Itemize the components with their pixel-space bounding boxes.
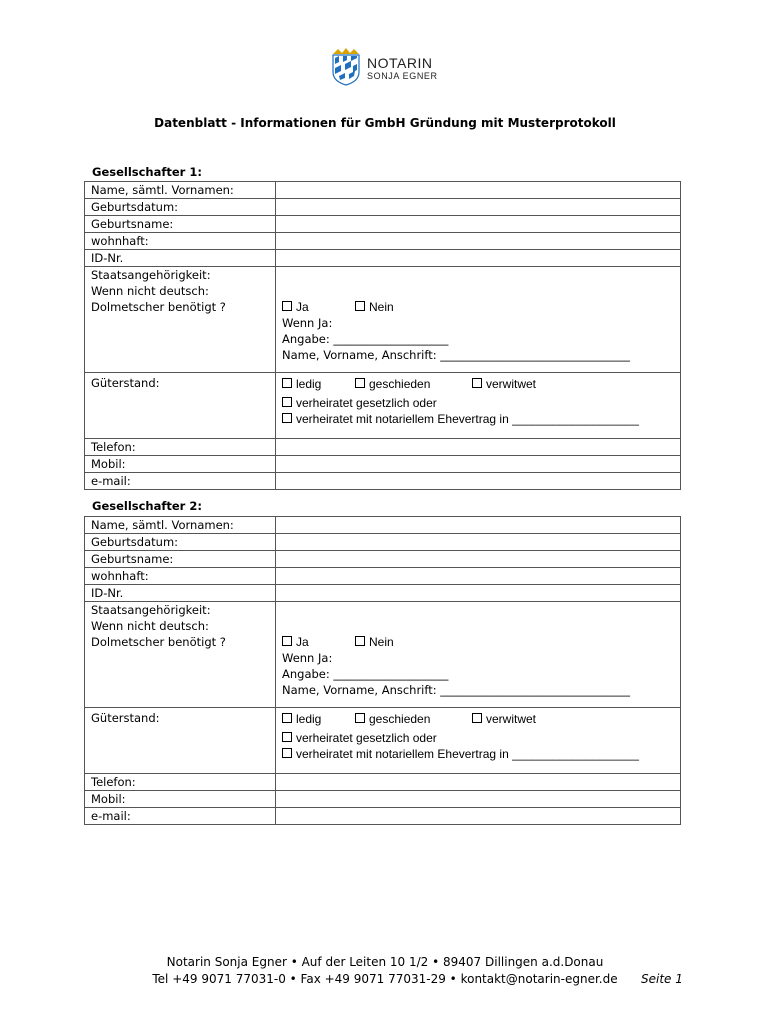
not-german-label: Wenn nicht deutsch: bbox=[91, 619, 209, 633]
residence-field[interactable] bbox=[276, 568, 681, 585]
checkbox-icon[interactable] bbox=[282, 301, 292, 311]
birthdate-field[interactable] bbox=[276, 199, 681, 216]
logo-subname: SONJA EGNER bbox=[367, 71, 438, 81]
table-row bbox=[85, 216, 681, 233]
table-row bbox=[85, 517, 681, 534]
row-label-property-regime: Güterstand: bbox=[85, 373, 276, 439]
interpreter-no-option[interactable]: Nein bbox=[355, 300, 394, 314]
checkbox-icon[interactable] bbox=[282, 397, 292, 407]
table-row bbox=[85, 708, 681, 774]
table-row bbox=[85, 182, 681, 199]
row-label-mobile: Mobil: bbox=[85, 791, 276, 808]
id-field[interactable] bbox=[276, 585, 681, 602]
checkbox-icon[interactable] bbox=[472, 378, 482, 388]
interpreter-field bbox=[276, 602, 681, 708]
married-contract-option[interactable]: verheiratet mit notariellem Ehevertrag in ___________________ bbox=[282, 411, 674, 427]
interpreter-yes-option[interactable]: Ja bbox=[282, 634, 355, 650]
email-field[interactable] bbox=[276, 808, 681, 825]
checkbox-icon[interactable] bbox=[282, 636, 292, 646]
if-yes-label: Wenn Ja: bbox=[282, 316, 333, 330]
married-legal-option[interactable]: verheiratet gesetzlich oder bbox=[282, 395, 674, 411]
mobile-field[interactable] bbox=[276, 456, 681, 473]
logo-name: NOTARIN bbox=[367, 55, 433, 71]
row-label-email: e-mail: bbox=[85, 473, 276, 490]
row-label-id: ID-Nr. bbox=[85, 250, 276, 267]
id-field[interactable] bbox=[276, 250, 681, 267]
divorced-option[interactable]: geschieden bbox=[355, 711, 472, 727]
table-row bbox=[85, 774, 681, 791]
document-title: Datenblatt - Informationen für GmbH Gründung mit Musterprotokoll bbox=[154, 116, 616, 130]
notary-logo bbox=[331, 48, 438, 86]
row-label-name: Name, sämtl. Vornamen: bbox=[85, 517, 276, 534]
checkbox-icon[interactable] bbox=[472, 713, 482, 723]
checkbox-icon[interactable] bbox=[355, 713, 365, 723]
row-label-id: ID-Nr. bbox=[85, 585, 276, 602]
table-row bbox=[85, 373, 681, 439]
section-2-label: Gesellschafter 2: bbox=[92, 499, 202, 513]
table-row bbox=[85, 585, 681, 602]
divorced-option[interactable]: geschieden bbox=[355, 376, 472, 392]
contact-line[interactable]: Name, Vorname, Anschrift: _________________________________ bbox=[282, 683, 631, 697]
details-line[interactable]: Angabe: ____________________ bbox=[282, 667, 449, 681]
checkbox-icon[interactable] bbox=[282, 713, 292, 723]
shareholder-2-table bbox=[84, 516, 681, 825]
row-label-phone: Telefon: bbox=[85, 774, 276, 791]
row-label-property-regime: Güterstand: bbox=[85, 708, 276, 774]
logo-text bbox=[367, 48, 438, 82]
checkbox-icon[interactable] bbox=[282, 378, 292, 388]
interpreter-field bbox=[276, 267, 681, 373]
interpreter-yes-option[interactable]: Ja bbox=[282, 299, 355, 315]
row-label-phone: Telefon: bbox=[85, 439, 276, 456]
phone-field[interactable] bbox=[276, 774, 681, 791]
single-option[interactable]: ledig bbox=[282, 711, 355, 727]
name-field[interactable] bbox=[276, 182, 681, 199]
birthname-field[interactable] bbox=[276, 216, 681, 233]
section-1-label: Gesellschafter 1: bbox=[92, 165, 202, 179]
row-label-birthdate: Geburtsdatum: bbox=[85, 534, 276, 551]
mobile-field[interactable] bbox=[276, 791, 681, 808]
page-number: Seite 1 bbox=[641, 972, 683, 986]
footer-address: Notarin Sonja Egner • Auf der Leiten 10 1/2 • 89407 Dillingen a.d.Donau bbox=[166, 955, 604, 969]
table-row bbox=[85, 473, 681, 490]
property-regime-field bbox=[276, 373, 681, 439]
table-row bbox=[85, 551, 681, 568]
row-label-nationality bbox=[85, 602, 276, 708]
row-label-birthname: Geburtsname: bbox=[85, 216, 276, 233]
footer-contact: Tel +49 9071 77031-0 • Fax +49 9071 77031-29 • kontakt@notarin-egner.de bbox=[152, 972, 618, 986]
married-legal-option[interactable]: verheiratet gesetzlich oder bbox=[282, 730, 674, 746]
table-row bbox=[85, 233, 681, 250]
checkbox-icon[interactable] bbox=[355, 636, 365, 646]
birthname-field[interactable] bbox=[276, 551, 681, 568]
details-line[interactable]: Angabe: ____________________ bbox=[282, 332, 449, 346]
table-row bbox=[85, 568, 681, 585]
table-row bbox=[85, 456, 681, 473]
married-contract-option[interactable]: verheiratet mit notariellem Ehevertrag in ___________________ bbox=[282, 746, 674, 762]
interpreter-label: Dolmetscher benötigt ? bbox=[91, 635, 226, 649]
table-row bbox=[85, 250, 681, 267]
checkbox-icon[interactable] bbox=[355, 378, 365, 388]
row-label-residence: wohnhaft: bbox=[85, 233, 276, 250]
row-label-residence: wohnhaft: bbox=[85, 568, 276, 585]
bavarian-crest-icon bbox=[331, 48, 361, 86]
table-row bbox=[85, 791, 681, 808]
row-label-name: Name, sämtl. Vornamen: bbox=[85, 182, 276, 199]
interpreter-label: Dolmetscher benötigt ? bbox=[91, 300, 226, 314]
table-row bbox=[85, 602, 681, 708]
checkbox-icon[interactable] bbox=[282, 413, 292, 423]
table-row bbox=[85, 439, 681, 456]
single-option[interactable]: ledig bbox=[282, 376, 355, 392]
property-regime-field bbox=[276, 708, 681, 774]
not-german-label: Wenn nicht deutsch: bbox=[91, 284, 209, 298]
email-field[interactable] bbox=[276, 473, 681, 490]
if-yes-label: Wenn Ja: bbox=[282, 651, 333, 665]
widowed-option[interactable]: verwitwet bbox=[472, 712, 536, 726]
residence-field[interactable] bbox=[276, 233, 681, 250]
table-row bbox=[85, 808, 681, 825]
row-label-mobile: Mobil: bbox=[85, 456, 276, 473]
row-label-nationality bbox=[85, 267, 276, 373]
nationality-label: Staatsangehörigkeit: bbox=[91, 603, 211, 617]
table-row bbox=[85, 534, 681, 551]
widowed-option[interactable]: verwitwet bbox=[472, 377, 536, 391]
shareholder-1-table bbox=[84, 181, 681, 490]
row-label-birthdate: Geburtsdatum: bbox=[85, 199, 276, 216]
row-label-email: e-mail: bbox=[85, 808, 276, 825]
checkbox-icon[interactable] bbox=[355, 301, 365, 311]
interpreter-no-option[interactable]: Nein bbox=[355, 635, 394, 649]
nationality-label: Staatsangehörigkeit: bbox=[91, 268, 211, 282]
checkbox-icon[interactable] bbox=[282, 748, 292, 758]
phone-field[interactable] bbox=[276, 439, 681, 456]
row-label-birthname: Geburtsname: bbox=[85, 551, 276, 568]
name-field[interactable] bbox=[276, 517, 681, 534]
table-row bbox=[85, 199, 681, 216]
table-row bbox=[85, 267, 681, 373]
checkbox-icon[interactable] bbox=[282, 732, 292, 742]
birthdate-field[interactable] bbox=[276, 534, 681, 551]
contact-line[interactable]: Name, Vorname, Anschrift: _________________________________ bbox=[282, 348, 631, 362]
